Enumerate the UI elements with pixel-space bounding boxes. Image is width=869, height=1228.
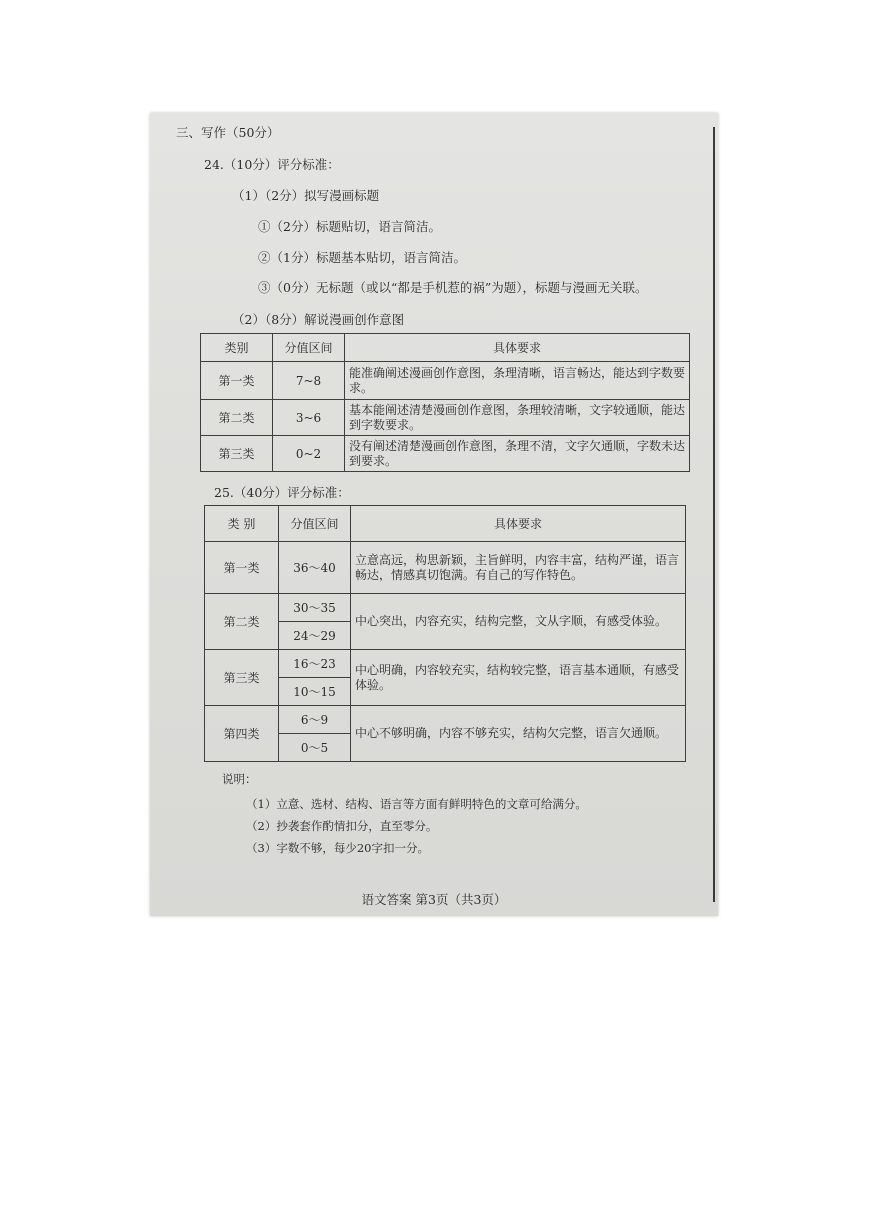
row-range: 30～35 bbox=[279, 594, 351, 622]
table-row bbox=[201, 362, 690, 400]
q25-title: 25.（40分）评分标准： bbox=[214, 485, 350, 500]
row-range: 6～9 bbox=[279, 706, 351, 734]
row-requirement: 基本能阐述清楚漫画创作意图，条理较清晰，文字较通顺，能达到字数要求。 bbox=[345, 400, 690, 436]
q24-title: 24.（10分）评分标准： bbox=[204, 157, 340, 172]
row-range: 24～29 bbox=[279, 622, 351, 650]
page-footer: 语文答案 第3页（共3页） bbox=[361, 892, 507, 907]
row-requirement: 中心不够明确，内容不够充实，结构欠完整，语言欠通顺。 bbox=[351, 706, 686, 762]
row-requirement: 中心突出，内容充实，结构完整，文从字顺，有感受体验。 bbox=[351, 594, 686, 650]
row-range: 16～23 bbox=[279, 650, 351, 678]
q24-part2-title: （2）（8分）解说漫画创作意图 bbox=[232, 312, 405, 327]
row-range: 0~2 bbox=[273, 436, 345, 472]
scanned-page bbox=[150, 113, 718, 916]
table-header-row bbox=[201, 334, 690, 362]
row-range: 36～40 bbox=[279, 542, 351, 594]
table-row bbox=[201, 400, 690, 436]
row-range: 3~6 bbox=[273, 400, 345, 436]
row-category: 第三类 bbox=[205, 650, 279, 706]
row-range: 7~8 bbox=[273, 362, 345, 400]
q24-part1-item: ②（1分）标题基本贴切，语言简洁。 bbox=[258, 250, 466, 265]
header-requirement: 具体要求 bbox=[345, 334, 690, 362]
row-category: 第一类 bbox=[205, 542, 279, 594]
row-requirement: 能准确阐述漫画创作意图，条理清晰，语言畅达，能达到字数要求。 bbox=[345, 362, 690, 400]
table-row bbox=[201, 436, 690, 472]
q24-part1-item: ③（0分）无标题（或以“都是手机惹的祸”为题），标题与漫画无关联。 bbox=[258, 280, 648, 295]
header-requirement: 具体要求 bbox=[351, 506, 686, 542]
notes-item: （3）字数不够，每少20字扣一分。 bbox=[246, 841, 429, 855]
q24-part1-item: ①（2分）标题贴切，语言简洁。 bbox=[258, 219, 441, 234]
notes-title: 说明： bbox=[222, 772, 257, 786]
section-title: 三、写作（50分） bbox=[176, 125, 280, 140]
header-range: 分值区间 bbox=[273, 334, 345, 362]
notes-item: （1）立意、选材、结构、语言等方面有鲜明特色的文章可给满分。 bbox=[246, 797, 587, 811]
row-category: 第四类 bbox=[205, 706, 279, 762]
header-category: 类别 bbox=[201, 334, 273, 362]
row-requirement: 没有阐述清楚漫画创作意图，条理不清，文字欠通顺，字数未达到要求。 bbox=[345, 436, 690, 472]
row-category: 第二类 bbox=[205, 594, 279, 650]
page-edge-line bbox=[713, 127, 715, 902]
header-range: 分值区间 bbox=[279, 506, 351, 542]
q24-scoring-table bbox=[200, 333, 690, 472]
header-category: 类 别 bbox=[205, 506, 279, 542]
row-range: 0～5 bbox=[279, 734, 351, 762]
table-header-row bbox=[205, 506, 686, 542]
table-row bbox=[205, 542, 686, 594]
notes-item: （2）抄袭套作酌情扣分，直至零分。 bbox=[246, 819, 438, 833]
row-category: 第三类 bbox=[201, 436, 273, 472]
row-category: 第一类 bbox=[201, 362, 273, 400]
table-row bbox=[205, 650, 686, 678]
row-range: 10～15 bbox=[279, 678, 351, 706]
q24-part1-title: （1）（2分）拟写漫画标题 bbox=[232, 188, 380, 203]
q25-scoring-table bbox=[204, 505, 686, 762]
table-row bbox=[205, 706, 686, 734]
row-requirement: 中心明确，内容较充实，结构较完整，语言基本通顺，有感受体验。 bbox=[351, 650, 686, 706]
row-category: 第二类 bbox=[201, 400, 273, 436]
row-requirement: 立意高远，构思新颖，主旨鲜明，内容丰富，结构严谨，语言畅达，情感真切饱满。有自己的写作特色。 bbox=[351, 542, 686, 594]
table-row bbox=[205, 594, 686, 622]
